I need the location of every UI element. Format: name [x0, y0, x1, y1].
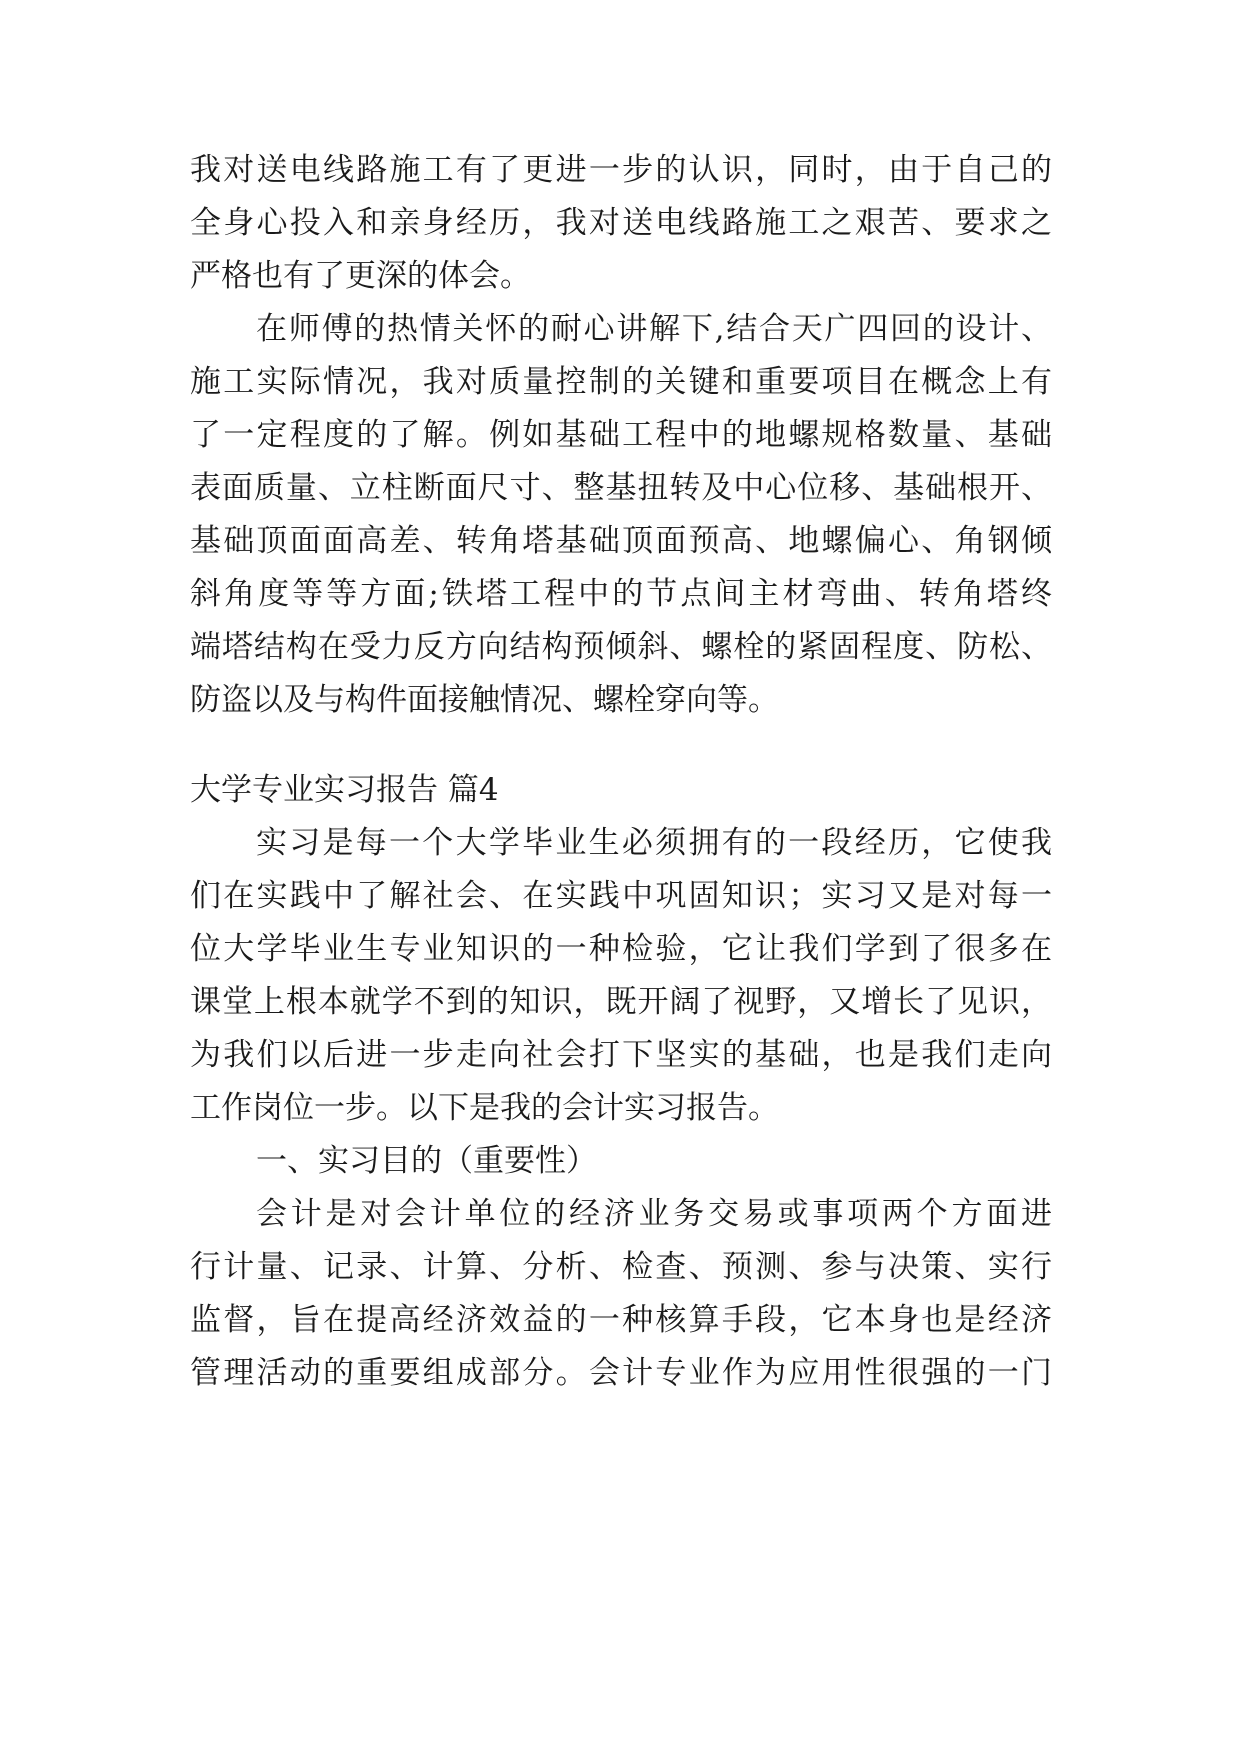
paragraph-line: 基础顶面面高差、转角塔基础顶面预高、地螺偏心、角钢倾 — [190, 523, 1052, 559]
paragraph-line: 斜角度等等方面;铁塔工程中的节点间主材弯曲、转角塔终 — [190, 576, 1052, 612]
subheading: 一、实习目的（重要性） — [256, 1143, 597, 1179]
paragraph-line: 行计量、记录、计算、分析、检查、预测、参与决策、实行 — [190, 1249, 1052, 1285]
paragraph-line: 了一定程度的了解。例如基础工程中的地螺规格数量、基础 — [190, 417, 1052, 453]
paragraph-line: 防盗以及与构件面接触情况、螺栓穿向等。 — [190, 682, 779, 718]
section-title: 大学专业实习报告 篇4 — [190, 772, 499, 808]
paragraph-line: 在师傅的热情关怀的耐心讲解下,结合天广四回的设计、 — [256, 311, 1052, 347]
paragraph-line: 端塔结构在受力反方向结构预倾斜、螺栓的紧固程度、防松、 — [190, 629, 1052, 665]
paragraph-line: 实习是每一个大学毕业生必须拥有的一段经历，它使我 — [256, 825, 1052, 861]
paragraph-line: 们在实践中了解社会、在实践中巩固知识；实习又是对每一 — [190, 878, 1052, 914]
paragraph-line: 监督，旨在提高经济效益的一种核算手段，它本身也是经济 — [190, 1302, 1052, 1338]
paragraph-line: 为我们以后进一步走向社会打下坚实的基础，也是我们走向 — [190, 1037, 1052, 1073]
paragraph-line: 课堂上根本就学不到的知识，既开阔了视野，又增长了见识， — [190, 984, 1052, 1020]
paragraph-line: 严格也有了更深的体会。 — [190, 258, 531, 294]
paragraph-line: 会计是对会计单位的经济业务交易或事项两个方面进 — [256, 1196, 1052, 1232]
paragraph-line: 工作岗位一步。以下是我的会计实习报告。 — [190, 1090, 779, 1126]
paragraph-line: 位大学毕业生专业知识的一种检验，它让我们学到了很多在 — [190, 931, 1052, 967]
paragraph-line: 表面质量、立柱断面尺寸、整基扭转及中心位移、基础根开、 — [190, 470, 1052, 506]
paragraph-line: 管理活动的重要组成部分。会计专业作为应用性很强的一门 — [190, 1355, 1052, 1391]
paragraph-line: 施工实际情况，我对质量控制的关键和重要项目在概念上有 — [190, 364, 1052, 400]
paragraph-line: 全身心投入和亲身经历，我对送电线路施工之艰苦、要求之 — [190, 205, 1052, 241]
paragraph-line: 我对送电线路施工有了更进一步的认识，同时，由于自己的 — [190, 152, 1052, 188]
